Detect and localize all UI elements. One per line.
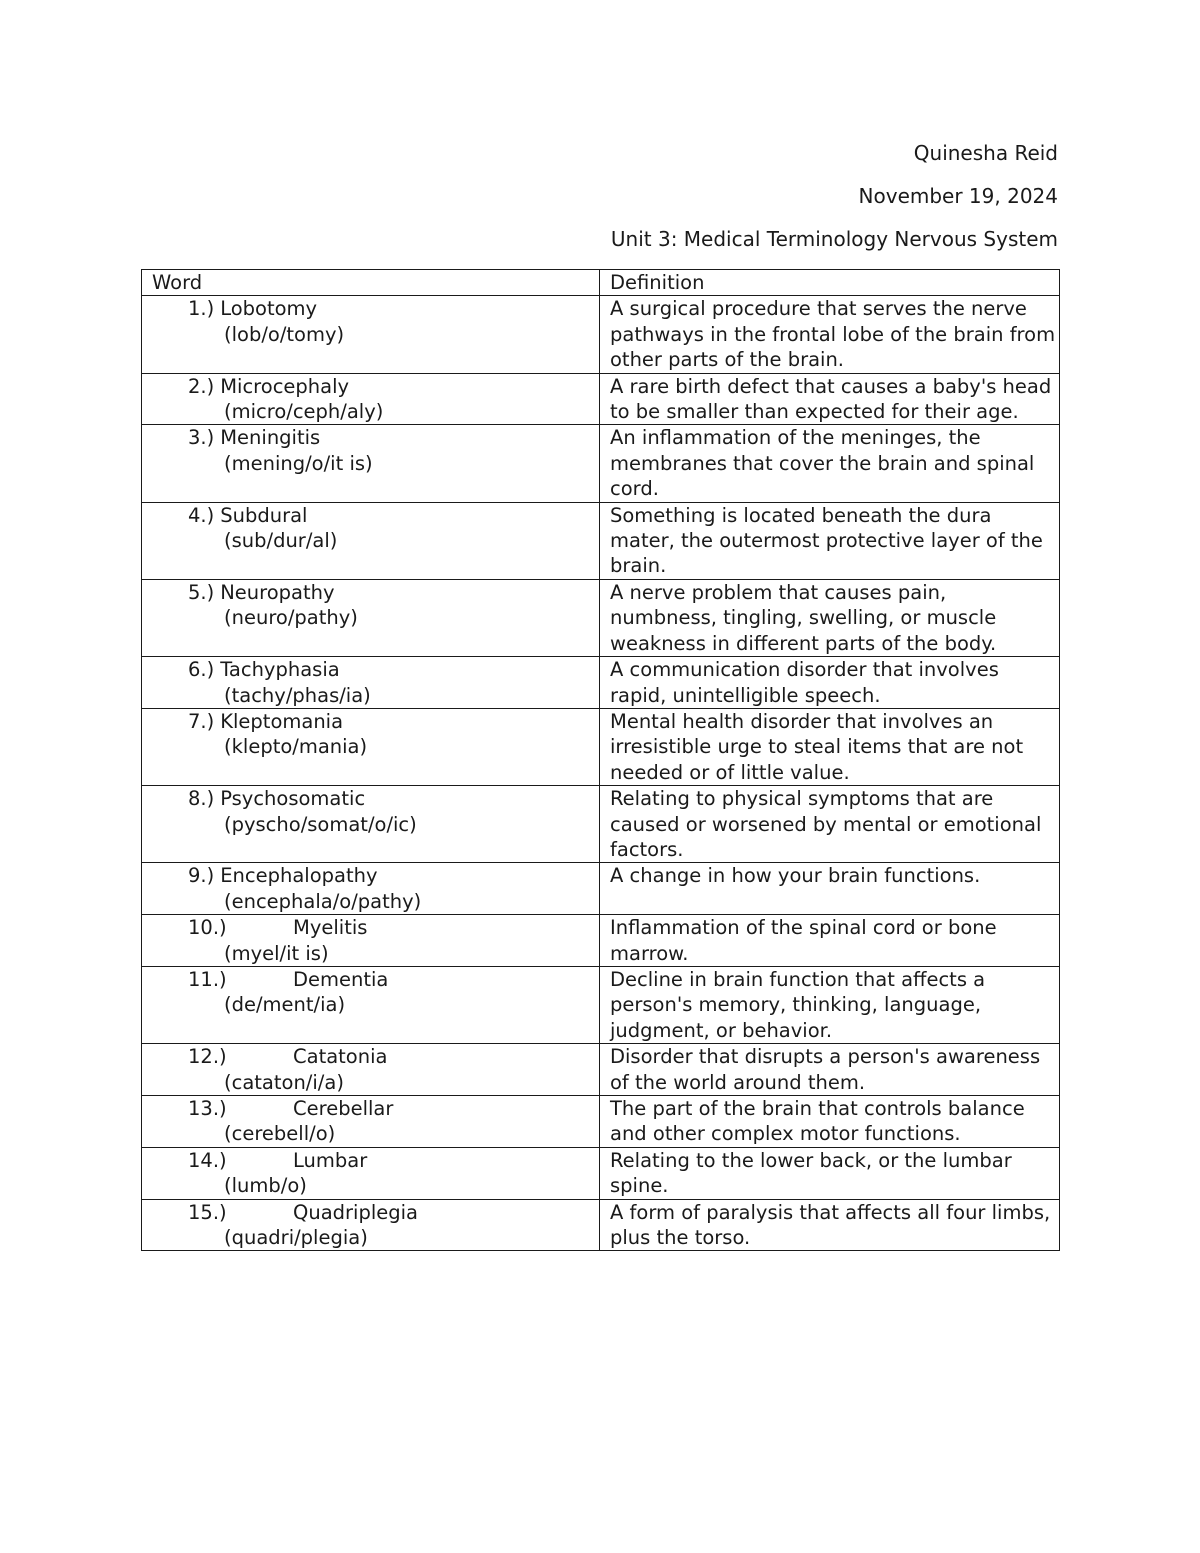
word-cell bbox=[142, 966, 600, 1043]
table-row bbox=[142, 1199, 1060, 1251]
table-row bbox=[142, 373, 1060, 425]
term-word: Myelitis bbox=[293, 916, 368, 940]
term-line bbox=[152, 296, 599, 321]
definition-cell: A rare birth defect that causes a baby's head to be smaller than expected for their age. bbox=[600, 373, 1060, 425]
document-header bbox=[611, 140, 1058, 269]
definition-cell: A change in how your brain functions. bbox=[600, 863, 1060, 915]
term-number: 2.) bbox=[188, 374, 215, 398]
terminology-table bbox=[141, 269, 1060, 1251]
word-cell bbox=[142, 915, 600, 967]
word-cell bbox=[142, 1096, 600, 1148]
word-cell bbox=[142, 502, 600, 579]
term-word: Psychosomatic bbox=[220, 787, 366, 811]
table-row bbox=[142, 1096, 1060, 1148]
term-number: 4.) bbox=[188, 503, 215, 527]
word-cell bbox=[142, 786, 600, 863]
term-number: 11.) bbox=[188, 967, 227, 991]
definition-cell: Decline in brain function that affects a person's memory, thinking, language, judgment, or behavior. bbox=[600, 966, 1060, 1043]
term-line bbox=[152, 657, 599, 682]
term-number: 5.) bbox=[188, 580, 215, 604]
word-cell bbox=[142, 1147, 600, 1199]
term-word-parts: (mening/o/it is) bbox=[224, 451, 373, 475]
term-line bbox=[152, 374, 599, 399]
term-word: Kleptomania bbox=[220, 709, 344, 733]
term-word-parts: (encephala/o/pathy) bbox=[224, 889, 422, 913]
table-row bbox=[142, 863, 1060, 915]
word-cell bbox=[142, 708, 600, 785]
table-row bbox=[142, 915, 1060, 967]
term-word-parts: (quadri/plegia) bbox=[224, 1226, 368, 1250]
document-title: Unit 3: Medical Terminology Nervous System bbox=[610, 227, 1058, 251]
term-line bbox=[152, 786, 599, 811]
term-word-parts: (de/ment/ia) bbox=[224, 993, 346, 1017]
definition-cell: Disorder that disrupts a person's awareness of the world around them. bbox=[600, 1044, 1060, 1096]
column-header-word: Word bbox=[142, 270, 600, 296]
term-word: Lumbar bbox=[293, 1148, 368, 1172]
term-line bbox=[152, 580, 599, 605]
term-word-parts: (micro/ceph/aly) bbox=[224, 400, 384, 424]
word-cell bbox=[142, 1199, 600, 1251]
term-number: 9.) bbox=[188, 864, 215, 888]
word-cell bbox=[142, 863, 600, 915]
term-word-parts: (pyscho/somat/o/ic) bbox=[224, 812, 417, 836]
definition-cell: A form of paralysis that affects all four limbs, plus the torso. bbox=[600, 1199, 1060, 1251]
term-line bbox=[152, 1096, 599, 1121]
table-row bbox=[142, 296, 1060, 373]
definition-cell: Inflammation of the spinal cord or bone marrow. bbox=[600, 915, 1060, 967]
table-row bbox=[142, 425, 1060, 502]
word-cell bbox=[142, 1044, 600, 1096]
definition-cell: Something is located beneath the dura mater, the outermost protective layer of the brain. bbox=[600, 502, 1060, 579]
term-word: Meningitis bbox=[220, 426, 321, 450]
term-number: 15.) bbox=[188, 1200, 227, 1224]
term-word: Neuropathy bbox=[220, 580, 335, 604]
word-cell bbox=[142, 579, 600, 656]
table-header-row bbox=[142, 270, 1060, 296]
term-line bbox=[152, 425, 599, 450]
term-word: Subdural bbox=[220, 503, 308, 527]
term-word-parts: (myel/it is) bbox=[224, 941, 329, 965]
term-number: 13.) bbox=[188, 1097, 227, 1120]
table-row bbox=[142, 579, 1060, 656]
term-word: Microcephaly bbox=[220, 374, 350, 398]
term-line bbox=[152, 863, 599, 888]
column-header-definition: Definition bbox=[600, 270, 1060, 296]
term-word-parts: (cataton/i/a) bbox=[224, 1070, 344, 1094]
term-number: 14.) bbox=[188, 1148, 227, 1172]
term-word: Quadriplegia bbox=[293, 1200, 419, 1224]
term-number: 12.) bbox=[188, 1045, 227, 1069]
term-word: Cerebellar bbox=[293, 1097, 394, 1120]
term-line bbox=[152, 915, 599, 940]
term-number: 10.) bbox=[188, 916, 227, 940]
definition-cell: A nerve problem that causes pain, numbness, tingling, swelling, or muscle weakness in different parts of the body. bbox=[600, 579, 1060, 656]
definition-cell: Mental health disorder that involves an irresistible urge to steal items that are not needed or of little value. bbox=[600, 708, 1060, 785]
term-word-parts: (cerebell/o) bbox=[224, 1122, 336, 1146]
student-name: Quinesha Reid bbox=[913, 141, 1058, 165]
table-row bbox=[142, 708, 1060, 785]
term-word: Lobotomy bbox=[220, 297, 318, 321]
table-row bbox=[142, 786, 1060, 863]
term-word-parts: (lob/o/tomy) bbox=[224, 322, 345, 346]
term-number: 8.) bbox=[188, 787, 215, 811]
definition-cell: A surgical procedure that serves the nerve pathways in the frontal lobe of the brain from other parts of the brain. bbox=[600, 296, 1060, 373]
term-word-parts: (tachy/phas/ia) bbox=[224, 683, 371, 707]
term-line bbox=[152, 1200, 599, 1225]
definition-cell: Relating to the lower back, or the lumbar spine. bbox=[600, 1147, 1060, 1199]
term-number: 3.) bbox=[188, 426, 215, 450]
term-word: Tachyphasia bbox=[220, 658, 340, 682]
table-row bbox=[142, 657, 1060, 709]
term-word-parts: (klepto/mania) bbox=[224, 735, 368, 759]
word-cell bbox=[142, 425, 600, 502]
term-number: 6.) bbox=[188, 658, 215, 682]
word-cell bbox=[142, 373, 600, 425]
term-word: Encephalopathy bbox=[220, 864, 378, 888]
term-word-parts: (sub/dur/al) bbox=[224, 529, 338, 553]
term-line bbox=[152, 709, 599, 734]
term-word: Catatonia bbox=[293, 1045, 388, 1069]
term-line bbox=[152, 503, 599, 528]
definition-cell: The part of the brain that controls balance and other complex motor functions. bbox=[600, 1096, 1060, 1148]
table-row bbox=[142, 1044, 1060, 1096]
table-body bbox=[142, 296, 1060, 1251]
definition-cell: A communication disorder that involves rapid, unintelligible speech. bbox=[600, 657, 1060, 709]
table-row bbox=[142, 502, 1060, 579]
term-line bbox=[152, 1044, 599, 1069]
term-word: Dementia bbox=[293, 967, 389, 991]
table-row bbox=[142, 966, 1060, 1043]
term-number: 7.) bbox=[188, 709, 215, 733]
term-word-parts: (lumb/o) bbox=[224, 1174, 307, 1198]
definition-cell: Relating to physical symptoms that are caused or worsened by mental or emotional factors. bbox=[600, 786, 1060, 863]
term-line bbox=[152, 1148, 599, 1173]
document-date: November 19, 2024 bbox=[858, 184, 1058, 208]
word-cell bbox=[142, 296, 600, 373]
word-cell bbox=[142, 657, 600, 709]
definition-cell: An inflammation of the meninges, the membranes that cover the brain and spinal cord. bbox=[600, 425, 1060, 502]
term-line bbox=[152, 967, 599, 992]
table-row bbox=[142, 1147, 1060, 1199]
term-number: 1.) bbox=[188, 297, 215, 321]
term-word-parts: (neuro/pathy) bbox=[224, 606, 358, 630]
